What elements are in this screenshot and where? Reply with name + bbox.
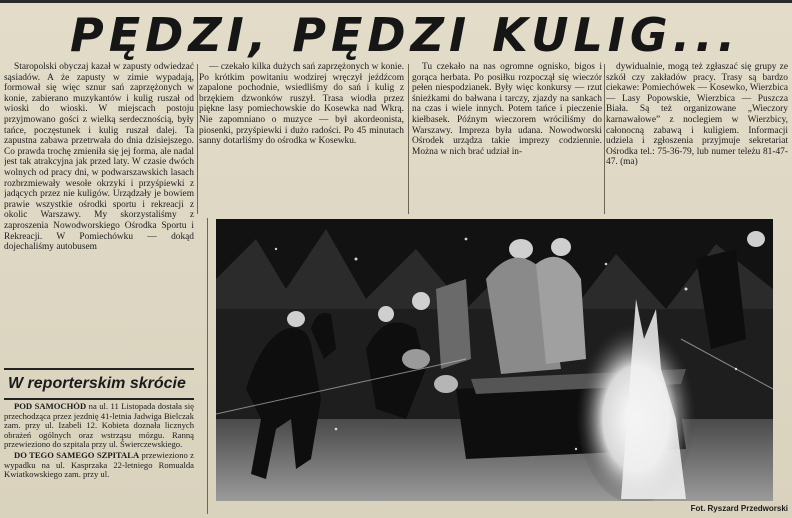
column-divider (197, 64, 198, 214)
top-rule (0, 0, 792, 3)
article-column-4: dywidualnie, mogą też zgłaszać się grupy ze szkół czy zakładów pracy. Trasy są bardzo ciekawe: Pomiechówek — Kosewko, Wierzbica — Lasy Popowskie, Wierzbica — Puszcza Biała. Są też organizowane „Wieczory karnawałowe” z noclegiem w Wierzbicy, całonocną zabawą i kuligiem. Informacji udziela i zgłoszenia przyjmuje sekretariat Ośrodka tel.: 75-36-79, lub numer teleżu 81-47-47. (ma) (606, 62, 788, 168)
column-divider (207, 218, 208, 514)
article-column-2: — czekało kilka dużych sań zaprzężonych w konie. Po krótkim powitaniu wodzirej wręczył jeźdźcom zapalone pochodnie, wsiedliśmy do sań i kulig z brzękiem dzwonków ruszył. Trasa wiodła przez piękne lasy pomiechowskie do Kosewka nad Wkrą. Nie zapomniano o muzyce — był akordeonista, piosenki, przyśpiewki i dużo radości. Po 45 minutach sanny dotarliśmy do ośrodka w Kosewku. (199, 62, 404, 147)
report-lead: POD SAMOCHÓD (14, 402, 87, 411)
article-column-1: Staropolski obyczaj kazał w zapusty odwiedzać sąsiadów. A że zapusty w zimie wypadają, formował się więc sznur sań zaprzężonych w konie, zabierano muzykantów i kulig ruszał od wioski do wioski. W miejscach postoju przyjmowano gości z wielką serdecznością, były tańce, poczęstunek i kulig ruszał dalej. Ta zapustna zabawa przetrwała do dnia dzisiejszego. Co prawda trochę zmieniła się jej forma, ale nadal jest tak atrakcyjna jak przed laty. W czasie dwóch wolnych od pracy dni, w podwarszawskich lasach rozbrzmiewały wesołe okrzyki i przyśpiewki z jadących przez nie kuligów. Urządzały je bowiem prawie wszystkie ośrodki sportu i rekreacji z okolic Warszawy. My skorzystaliśmy z zaproszenia Nowodworskiego Ośrodka Sportu i Rekreacji. W Pomiechówku — dokąd dojechaliśmy autobusem (4, 62, 194, 253)
report-text: przewieziono z wypadku na ul. Kasprzaka 22-letniego Romualda Kwiatkowskiego zam. przy ul. (4, 449, 194, 480)
article-column-3: Tu czekało na nas ogromne ognisko, bigos i gorąca herbata. Po posiłku rozpoczął się wieczór pełen niespodzianek. Były więc konkursy — rzut śnieżkami do bałwana i tarczy, zjazdy na sankach na czas i wiele innych. Potem tańce i pieczenie kiełbasek. Późnym wieczorem wróciliśmy do Warszawy. Impreza była udana. Nowodworski Ośrodek urządza takie imprezy codziennie. Można w nich brać udział in- (412, 62, 602, 157)
column-divider (604, 64, 605, 214)
headline: PĘDZI, PĘDZI KULIG... (70, 8, 741, 62)
photo-credit: Fot. Ryszard Przedworski (690, 504, 788, 513)
kulig-photo-image (216, 219, 773, 501)
report-item (4, 402, 194, 450)
report-text: na ul. 11 Listopada dostała się przechodząca przez jezdnię 41-letnia Jadwiga Bielczak zam. przy ul. Izabeli 12. Kobieta doznała licznych obrażeń ogólnych oraz wstrząsu mózgu. Ranną przewieziono do szpitala przy ul. Świerczewskiego. (4, 402, 194, 450)
report-lead: DO TEGO SAMEGO SZPITALA (14, 449, 140, 460)
kulig-photo (216, 219, 773, 501)
report-item (4, 451, 194, 480)
column-divider (408, 64, 409, 214)
section-title: W reporterskim skrócie (8, 375, 186, 392)
reports-list (4, 402, 194, 516)
section-header (4, 368, 194, 400)
